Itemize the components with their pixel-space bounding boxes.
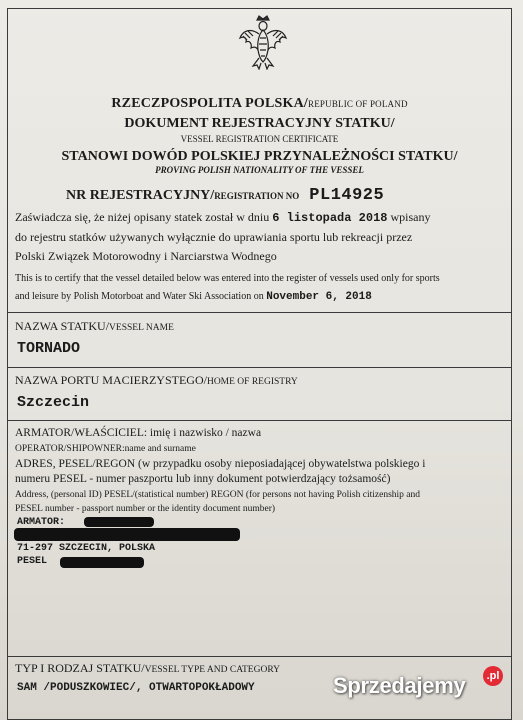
registration-label-pl: NR REJESTRACYJNY/ <box>66 188 215 203</box>
home-port-value: Szczecin <box>17 394 90 411</box>
address-label-en-2: PESEL number - passport number or the identity document number) <box>15 504 276 514</box>
vessel-type-label <box>15 661 280 676</box>
vessel-name-value: TORNADO <box>17 340 81 357</box>
vessel-name-label-pl: NAZWA STATKU/ <box>15 319 110 333</box>
address-label-en-1: Address, (personal ID) PESEL/(statistical number) REGON (for persons not having Polish citizenship and <box>15 490 420 500</box>
divider <box>7 367 512 368</box>
address-label-pl-1: ADRES, PESEL/REGON (w przypadku osoby nieposiadającej obywatelstwa polskiego i <box>15 458 426 470</box>
divider <box>7 420 512 421</box>
registration-number-row <box>66 186 384 205</box>
cert-en-date: November 6, 2018 <box>266 291 372 303</box>
cert-en-line1: This is to certify that the vessel detailed below was entered into the register of vessels used only for sports <box>15 273 440 284</box>
divider <box>7 312 512 313</box>
title-republic-pl: RZECZPOSPOLITA POLSKA/ <box>111 96 309 111</box>
owner-address: 71-297 SZCZECIN, POLSKA <box>17 543 156 554</box>
document-frame <box>7 8 512 720</box>
title-document: DOKUMENT REJESTRACYJNY STATKU/ <box>124 116 395 131</box>
cert-pl-line1-end: wpisany <box>390 210 431 224</box>
title-document-en: VESSEL REGISTRATION CERTIFICATE <box>180 134 339 144</box>
vessel-type-label-en: VESSEL TYPE AND CATEGORY <box>144 665 280 675</box>
owner-label-en: OPERATOR/SHIPOWNER:name and surname <box>15 444 196 454</box>
vessel-type-value: SAM /PODUSZKOWIEC/, OTWARTOPOKŁADOWY <box>17 682 255 694</box>
redaction-bar <box>60 557 144 568</box>
cert-pl-line3: Polski Związek Motorowodny i Narciarstwa Wodnego <box>15 249 277 263</box>
sprzedajemy-watermark: Sprzedajemy <box>333 673 466 698</box>
certificate-text-pl <box>15 208 507 266</box>
title-nationality-en: PROVING POLISH NATIONALITY OF THE VESSEL <box>155 165 364 175</box>
divider <box>7 656 512 657</box>
home-port-label <box>15 373 298 388</box>
certificate-text-en <box>15 270 507 306</box>
watermark-badge: .pl <box>483 666 503 686</box>
address-label-pl-2: numeru PESEL - numer paszportu lub inny dokument potwierdzający tożsamość) <box>15 473 391 485</box>
owner-label-pl: ARMATOR/WŁAŚCICIEL: imię i nazwisko / nazwa <box>15 427 262 439</box>
polish-eagle-emblem-icon <box>237 14 289 70</box>
home-port-label-en: HOME OF REGISTRY <box>206 377 298 387</box>
title-republic-en: REPUBLIC OF POLAND <box>308 99 408 109</box>
title-republic <box>7 96 512 112</box>
cert-pl-line1: Zaświadcza się, że niżej opisany statek został w dniu <box>15 210 270 224</box>
cert-en-line2: and leisure by Polish Motorboat and Water Ski Association on <box>15 291 264 302</box>
title-nationality: STANOWI DOWÓD POLSKIEJ PRZYNALEŻNOŚCI STATKU/ <box>61 149 458 164</box>
vessel-type-label-pl: TYP I RODZAJ STATKU/ <box>15 661 145 675</box>
cert-pl-date: 6 listopada 2018 <box>272 211 388 225</box>
pesel-label: PESEL <box>17 556 48 567</box>
registration-label-en: REGISTRATION NO <box>214 191 300 201</box>
registration-number: PL14925 <box>309 186 385 205</box>
home-port-label-pl: NAZWA PORTU MACIERZYSTEGO/ <box>15 373 207 387</box>
redaction-bar <box>14 528 240 541</box>
vessel-name-label-en: VESSEL NAME <box>109 323 174 333</box>
vessel-name-label <box>15 319 174 334</box>
armator-label: ARMATOR: <box>17 517 66 528</box>
redaction-bar <box>84 517 154 527</box>
cert-pl-line2: do rejestru statków używanych wyłącznie do uprawiania sportu lub rekreacji przez <box>15 230 413 244</box>
